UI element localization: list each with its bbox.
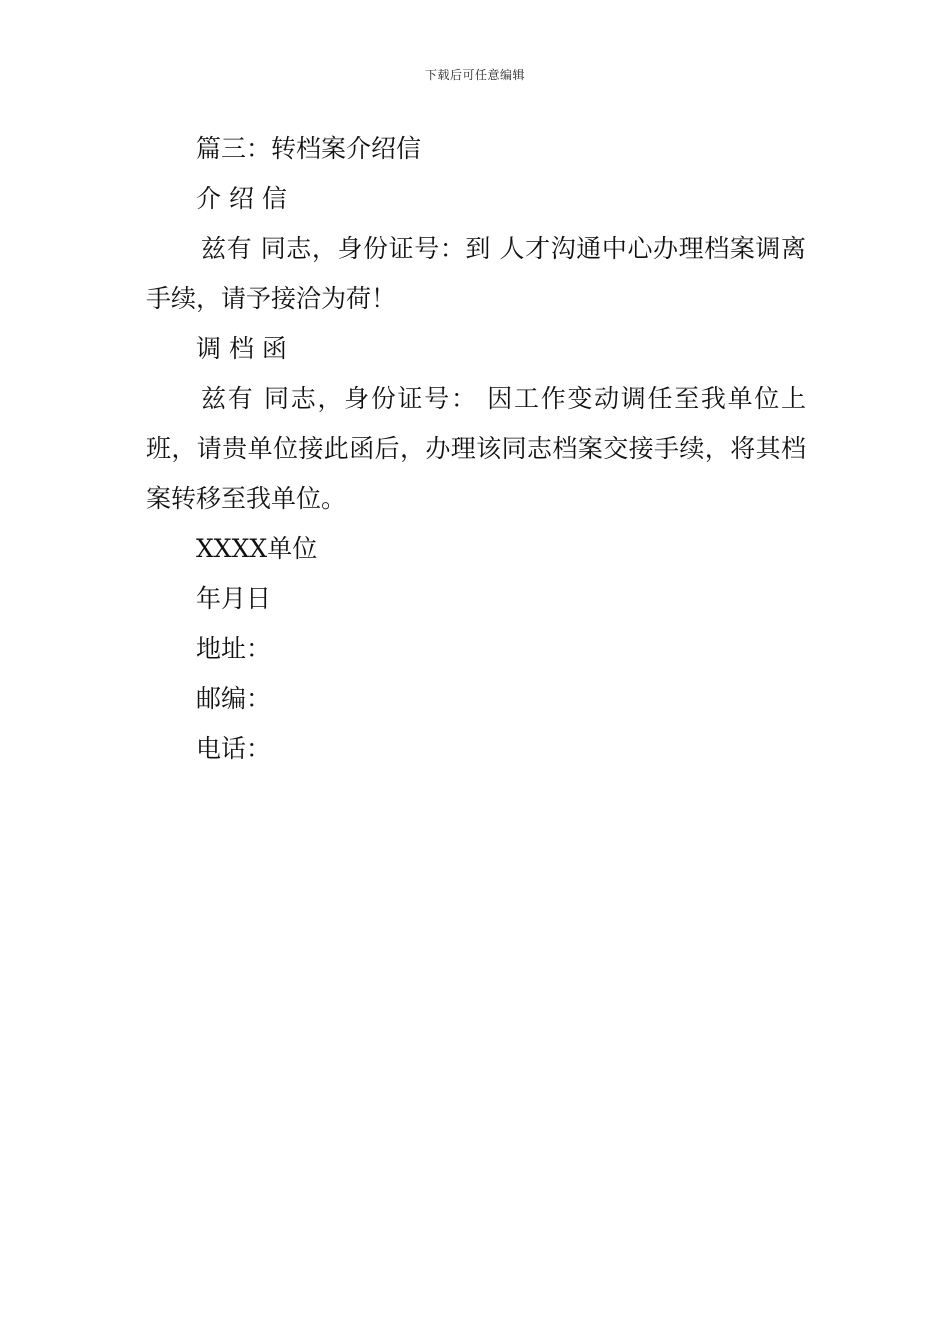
postcode-label: 邮编： — [196, 684, 272, 713]
transfer-letter-title: 调 档 函 — [196, 334, 287, 363]
transfer-letter-body: 兹有 同志，身份证号： 因工作变动调任至我单位上班，请贵单位接此函后，办理该同志档案交接手续，将其档案转移至我单位。 — [146, 384, 806, 513]
address-label: 地址： — [196, 634, 272, 663]
unit-name: XXXX单位 — [196, 534, 318, 563]
intro-letter-title: 介 绍 信 — [196, 184, 287, 213]
document-body — [146, 124, 806, 774]
intro-letter-body: 兹有 同志，身份证号：到 人才沟通中心办理档案调离手续，请予接洽为荷！ — [146, 234, 806, 313]
phone-label: 电话： — [196, 734, 272, 763]
header-note: 下载后可任意编辑 — [424, 68, 525, 82]
date-line: 年月日 — [196, 584, 272, 613]
section-title: 篇三：转档案介绍信 — [196, 134, 422, 163]
